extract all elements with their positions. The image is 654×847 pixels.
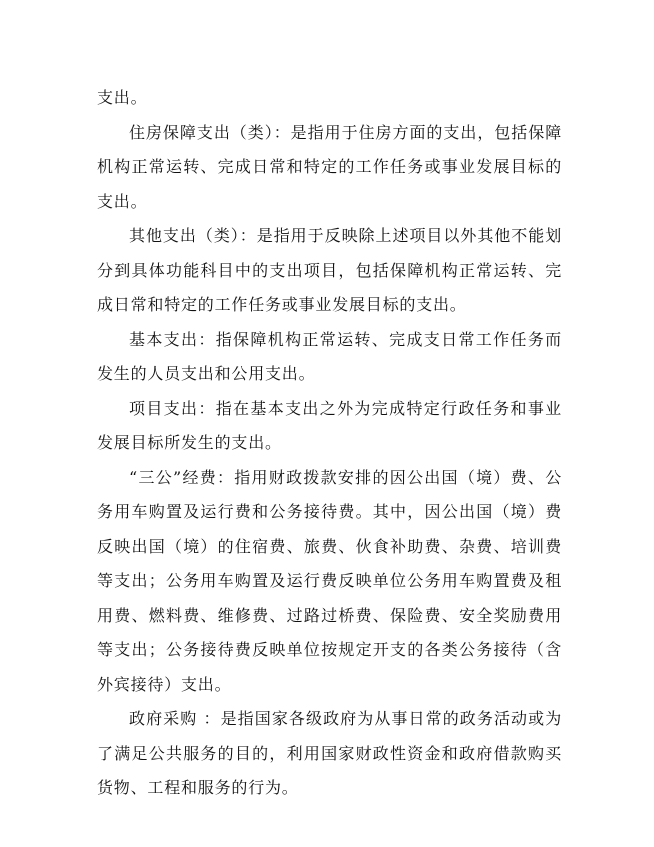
paragraph-housing-expenditure: 住房保障支出（类）：是指用于住房方面的支出，包括保障机构正常运转、完成日常和特定的工作任务或事业发展目标的支出。: [97, 122, 562, 211]
paragraph-project-expenditure: 项目支出：指在基本支出之外为完成特定行政任务和事业发展目标所发生的支出。: [97, 398, 562, 452]
paragraph-continuation: 支出。: [97, 88, 148, 107]
paragraph-other-expenditure: 其他支出（类）：是指用于反映除上述项目以外其他不能划分到具体功能科目中的支出项目，包括保障机构正常运转、完成日常和特定的工作任务或事业发展目标的支出。: [97, 226, 562, 314]
paragraph-three-public-funds: “三公”经费：指用财政拨款安排的因公出国（境）费、公务用车购置及运行费和公务接待费。其中，因公出国（境）费反映出国（境）的住宿费、旅费、伙食补助费、杂费、培训费等支出；公务用车购置及运行费反映单位公务用车购置费及租用费、燃料费、维修费、过路过桥费、保险费、安全奖励费用等支出；公务接待费反映单位按规定开支的各类公务接待（含外宾接待）支出。: [97, 467, 562, 694]
paragraph-basic-expenditure: 基本支出：指保障机构正常运转、完成支日常工作任务而发生的人员支出和公用支出。: [97, 329, 562, 383]
paragraph-government-procurement: 政府采购 ：是指国家各级政府为从事日常的政务活动或为了满足公共服务的目的，利用国家财政性资金和政府借款购买货物、工程和服务的行为。: [97, 709, 562, 797]
document-page: [97, 81, 562, 806]
